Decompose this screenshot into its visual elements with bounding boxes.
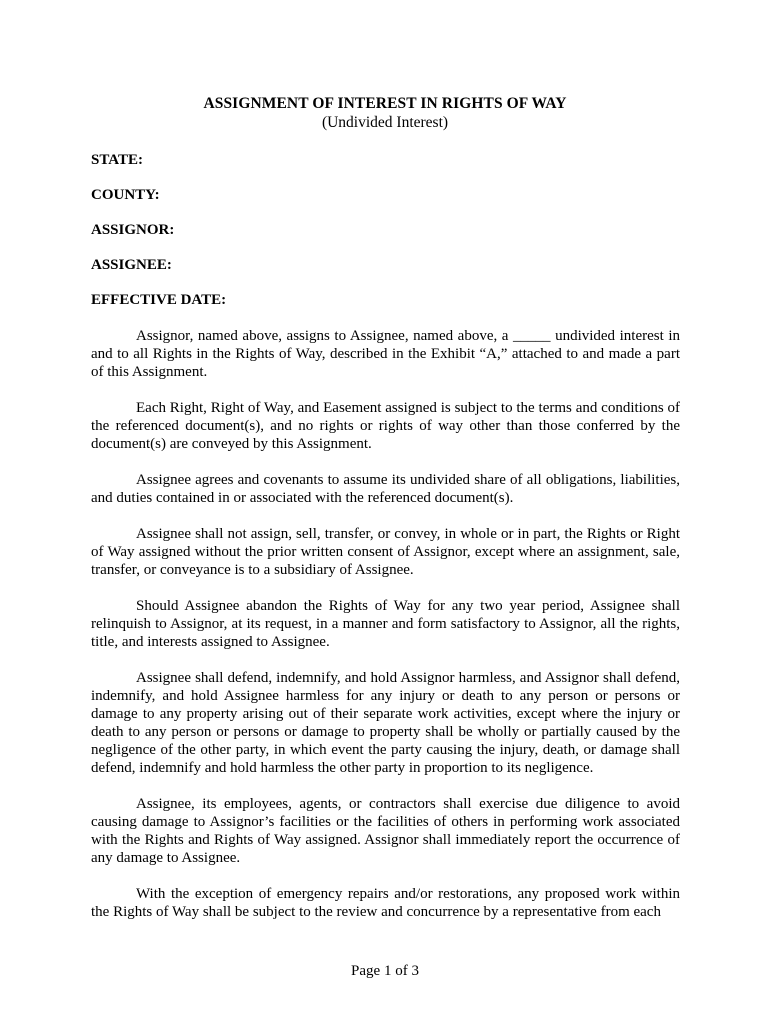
paragraph-indemnity: Assignee shall defend, indemnify, and hold Assignor harmless, and Assignor shall defend, indemnify, and hold Assignee harmless for any injury or death to any person or persons or damage to any property arising out of their separate work activities, except where the injury or death to any person or persons or damage to property shall be wholly or partially caused by the negligence of the other party, in which event the party causing the injury, death, or damage shall defend, indemnify and hold harmless the other party in proportion to its negligence. [91, 670, 680, 776]
page-number: Page 1 of 3 [351, 963, 419, 979]
field-effective-date: EFFECTIVE DATE: [91, 292, 227, 308]
field-assignee: ASSIGNEE: [91, 257, 172, 273]
document-title: ASSIGNMENT OF INTEREST IN RIGHTS OF WAY [203, 95, 567, 112]
document-body [91, 327, 680, 939]
field-state: STATE: [91, 152, 143, 168]
paragraph-proposed-work: With the exception of emergency repairs and/or restorations, any proposed work within the Rights of Way shall be subject to the review and concurrence by a representative from each [91, 886, 680, 920]
paragraph-due-diligence: Assignee, its employees, agents, or contractors shall exercise due diligence to avoid causing damage to Assignor’s facilities or the facilities of others in performing work associated with the Rights and Rights of Way assigned. Assignor shall immediately report the occurrence of any damage to Assignee. [91, 796, 680, 866]
document-subtitle: (Undivided Interest) [321, 114, 449, 131]
header-fields [91, 151, 226, 326]
field-assignor: ASSIGNOR: [91, 222, 175, 238]
paragraph-abandonment: Should Assignee abandon the Rights of Way for any two year period, Assignee shall relinquish to Assignor, at its request, in a manner and form satisfactory to Assignor, all the rights, title, and interests assigned to Assignee. [91, 598, 680, 650]
title-block [0, 94, 770, 132]
paragraph-assignment: Assignor, named above, assigns to Assignee, named above, a _____ undivided interest in and to all Rights in the Rights of Way, described in the Exhibit “A,” attached to and made a part of this Assignment. [91, 328, 680, 380]
paragraph-obligations: Assignee agrees and covenants to assume its undivided share of all obligations, liabilities, and duties contained in or associated with the referenced document(s). [91, 472, 680, 506]
field-county: COUNTY: [91, 187, 160, 203]
paragraph-no-transfer: Assignee shall not assign, sell, transfer, or convey, in whole or in part, the Rights or Right of Way assigned without the prior written consent of Assignor, except where an assignment, sale, transfer, or conveyance is to a subsidiary of Assignee. [91, 526, 680, 578]
paragraph-subject-to-terms: Each Right, Right of Way, and Easement assigned is subject to the terms and conditions of the referenced document(s), and no rights or rights of way other than those conferred by the document(s) are conveyed by this Assignment. [91, 400, 680, 452]
